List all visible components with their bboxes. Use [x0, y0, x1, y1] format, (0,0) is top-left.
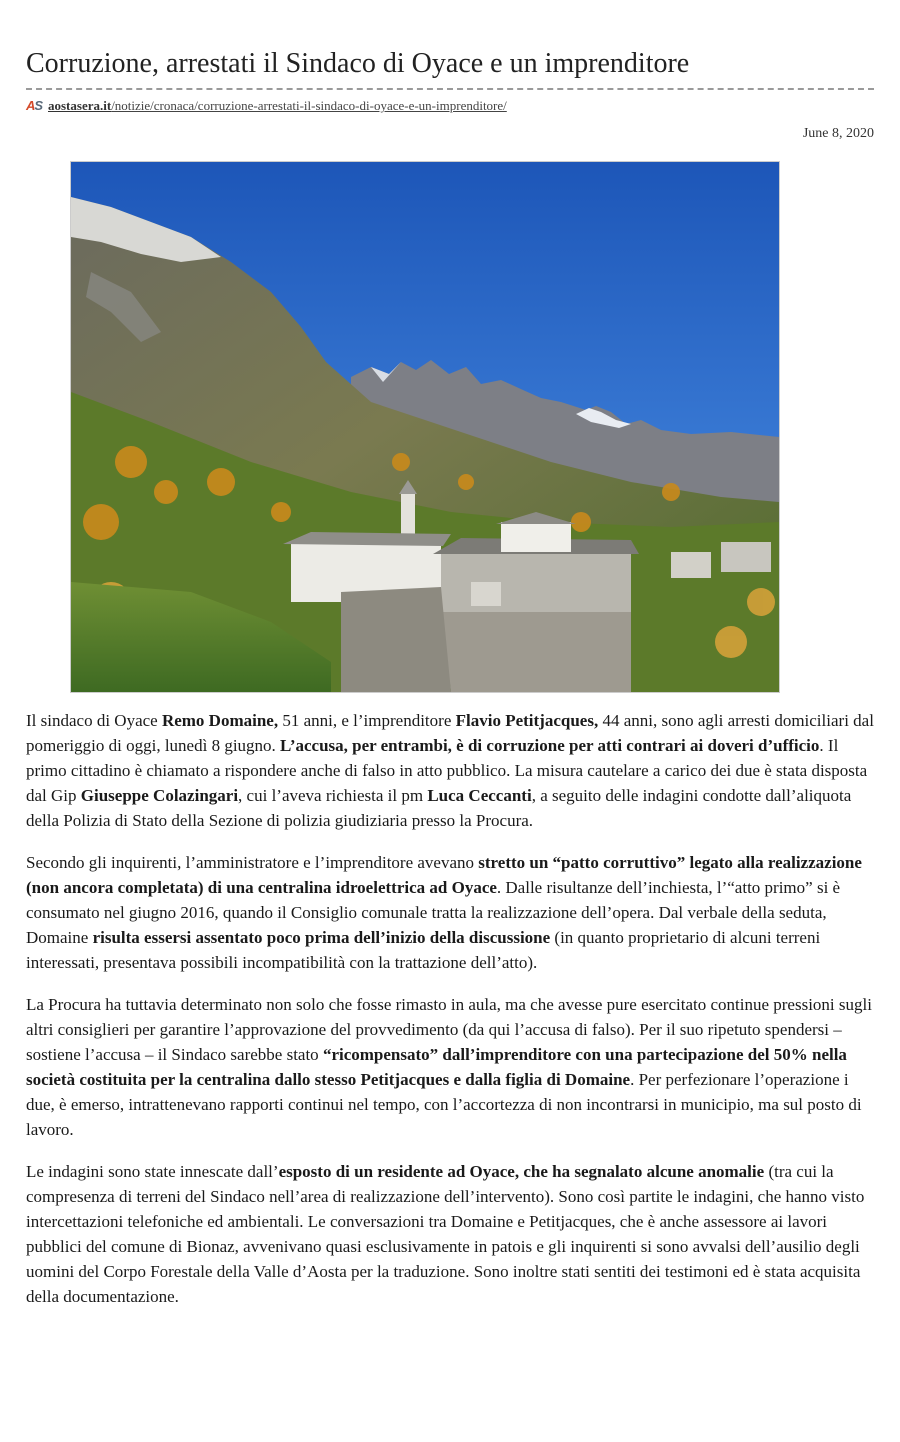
text-run: , cui l’aveva richiesta il pm — [238, 786, 428, 805]
bold-text: Flavio Petitjacques, — [455, 711, 599, 730]
text-run: Il sindaco di Oyace — [26, 711, 162, 730]
article-title: Corruzione, arrestati il Sindaco di Oyace e un imprenditore — [26, 48, 690, 79]
bold-text: risulta essersi assentato poco prima dell’inizio della discussione — [92, 928, 551, 947]
text-run: 44 anni, sono agli arresti domiciliari dal pomeriggio di oggi, lunedì 8 giugno. — [26, 711, 874, 755]
source-line — [26, 96, 507, 116]
paragraph — [26, 992, 874, 1142]
paragraph — [26, 708, 874, 833]
text-run: . Per perfezionare l’operazione i due, è emerso, intrattenevano rapporti continui nel tempo, con l’accortezza di non incontrarsi in municipio, ma sul posto di lavoro. — [26, 1070, 862, 1139]
bold-text: “ricompensato” dall’imprenditore con una partecipazione del 50% nella società costituita per la centralina dallo stesso Petitjacques e dalla figlia di Domaine — [26, 1045, 847, 1089]
source-path-link[interactable]: /notizie/cronaca/corruzione-arrestati-il-sindaco-di-oyace-e-un-imprenditore/ — [111, 98, 507, 113]
bold-text: Remo Domaine, — [161, 711, 279, 730]
paragraph — [26, 1159, 874, 1309]
bold-text: esposto di un residente ad Oyace, che ha segnalato alcune anomalie — [278, 1162, 765, 1181]
text-run: Le indagini sono state innescate dall’ — [26, 1162, 279, 1181]
bold-text: L’accusa, per entrambi, è di corruzione per atti contrari ai doveri d’ufficio — [280, 736, 820, 755]
bold-text: Giuseppe Colazingari — [80, 786, 239, 805]
text-run: 51 anni, e l’imprenditore — [278, 711, 456, 730]
text-run: (in quanto proprietario di alcuni terreni interessati, presentava possibili incompatibilità con la trattazione dell’atto). — [26, 928, 821, 972]
article-body — [26, 708, 874, 1326]
text-run: (tra cui la compresenza di terreni del Sindaco nell’area di realizzazione dell’intervento). Sono così partite le indagini, che hanno visto intercettazioni telefoniche ed ambientali. Le conversazioni tra Domaine e Petitjacques, che è anche assessore ai lavori pubblici del comune di Bionaz, avvenivano quasi esclusivamente in patois e gli inquirenti si sono avvalsi dell’ausilio degli uomini del Corpo Forestale della Valle d’Aosta per la traduzione. Sono inoltre stati sentiti dei testimoni ed è stata acquisita della documentazione. — [26, 1162, 865, 1306]
publish-date: June 8, 2020 — [802, 126, 874, 141]
text-run: . Il primo cittadino è chiamato a rispondere anche di falso in atto pubblico. La misura cautelare a carico dei due è stata disposta dal Gip — [26, 736, 868, 805]
article-photo — [70, 161, 780, 693]
text-run: . Dalle risultanze dell’inchiesta, l’“atto primo” si è consumato nel giugno 2016, quando il Consiglio comunale tratta la realizzazione dell’opera. Dal verbale della seduta, Domaine — [26, 878, 841, 947]
text-run: Secondo gli inquirenti, l’amministratore e l’imprenditore avevano — [26, 853, 479, 872]
site-logo-icon: AS — [26, 98, 43, 113]
source-domain-link[interactable]: aostasera.it — [48, 98, 112, 113]
title-divider — [26, 88, 874, 90]
bold-text: Luca Ceccanti — [427, 786, 532, 805]
bold-text: stretto un “patto corruttivo” legato alla realizzazione (non ancora completata) di una centralina idroelettrica ad Oyace — [26, 853, 862, 897]
paragraph — [26, 850, 874, 975]
text-run: , a seguito delle indagini condotte dall’aliquota della Polizia di Stato della Sezione di polizia giudiziaria presso la Procura. — [26, 786, 852, 830]
landscape-photo-icon — [71, 162, 779, 692]
text-run: La Procura ha tuttavia determinato non solo che fosse rimasto in aula, ma che avesse pure esercitato continue pressioni sugli altri consiglieri per garantire l’approvazione del provvedimento (da qui l’accusa di falso). Per il suo ripetuto spendersi – sostiene l’accusa – il Sindaco sarebbe stato — [26, 995, 872, 1064]
